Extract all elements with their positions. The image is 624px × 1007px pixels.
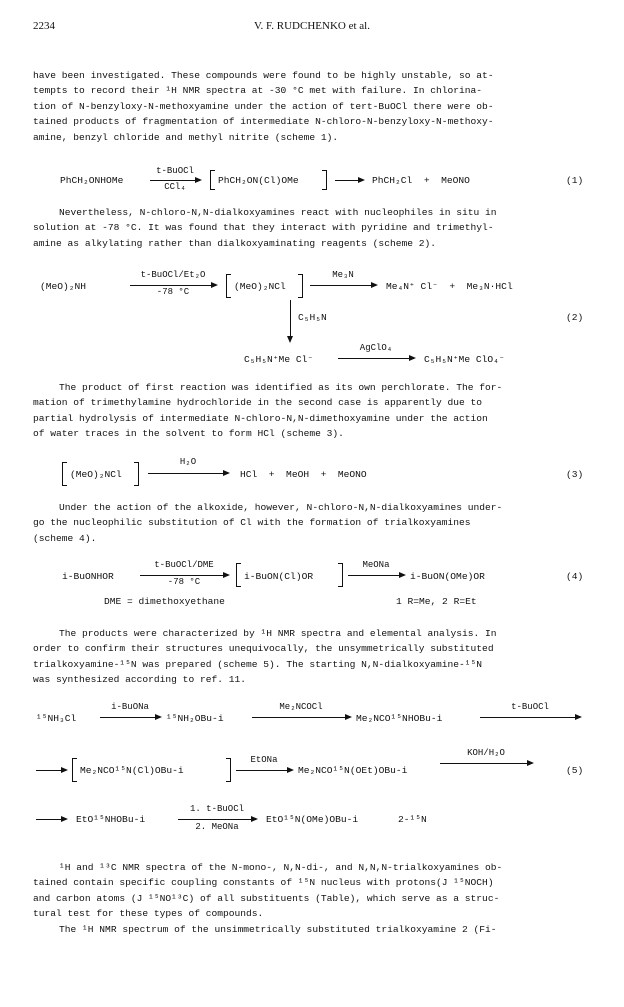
text-line: Under the action of the alkoxide, however, N-chloro-N,N-dialkoxyamines under- (59, 502, 503, 513)
intermediate: PhCH₂ON(Cl)OMe (218, 175, 299, 186)
reaction-arrow (178, 806, 256, 830)
reaction-arrow (335, 169, 363, 189)
intermediate: Me₂NCO¹⁵N(OEt)OBu-i (298, 765, 408, 776)
text-line: tural test for these types of compounds. (33, 908, 264, 920)
product: C₅H₅N⁺Me Cl⁻ (244, 354, 314, 365)
product: i-BuON(OMe)OR (410, 571, 485, 582)
arrow-label: t-BuOCl/Et₂O (140, 270, 206, 280)
running-title: V. F. RUDCHENKO et al. (254, 20, 370, 32)
reactant: ¹⁵NH₃Cl (36, 713, 77, 724)
down-arrow (290, 300, 291, 338)
text-line: The products were characterized by ¹H NMR spectra and elemental analysis. In (59, 628, 497, 639)
reaction-arrow (236, 757, 292, 781)
arrow-label: KOH/H₂O (467, 748, 505, 758)
text-line: (scheme 4). (33, 532, 97, 544)
reaction-arrow (252, 704, 350, 728)
compound-label: 2-¹⁵N (398, 814, 427, 825)
text-line: ¹H and ¹³C NMR spectra of the N-mono-, N,N-di-, and N,N,N-trialkoxyamines ob- (59, 862, 503, 873)
text-line: solution at -78 °C. It was found that they interact with pyridine and trimethyl- (33, 222, 494, 234)
arrow-label: C₅H₅N (298, 312, 327, 323)
reactant: i-BuONHOR (62, 571, 114, 582)
text-line: of water traces in the solvent to form HCl (scheme 3). (33, 428, 344, 440)
products: PhCH₂Cl + MeONO (372, 175, 470, 186)
arrow-label: t-BuOCl (156, 166, 194, 176)
reaction-arrow (148, 459, 228, 483)
arrow-label: t-BuOCl (511, 702, 549, 712)
arrow-label: AgClO₄ (359, 343, 393, 353)
page-header (0, 20, 624, 36)
scheme-number: (5) (566, 765, 584, 776)
paragraph-4 (33, 500, 593, 546)
paragraph-3 (33, 380, 593, 442)
reaction-arrow (440, 750, 532, 774)
reaction-arrow (480, 704, 580, 728)
intermediate: EtO¹⁵NHOBu-i (76, 814, 146, 825)
intermediate: Me₂NCO¹⁵NHOBu-i (356, 713, 443, 724)
text-line: tempts to record their ¹H NMR spectra at -30 °C met with failure. In chlorina- (33, 85, 483, 97)
reaction-arrow (130, 272, 216, 296)
text-line: The ¹H NMR spectrum of the unsimmetrically substituted trialkoxyamine 2 (Fi- (59, 923, 497, 935)
arrow-label: H₂O (179, 457, 197, 467)
reaction-arrow (348, 562, 404, 586)
arrow-label: EtONa (250, 755, 278, 765)
reaction-arrow (100, 704, 160, 728)
text-line: amine as alkylating rather than dialkoxyaminating reagents (scheme 2). (33, 237, 437, 249)
compound-legend: 1 R=Me, 2 R=Et (396, 596, 477, 607)
intermediate: i-BuON(Cl)OR (244, 571, 314, 582)
intermediate: Me₂NCO¹⁵N(Cl)OBu-i (80, 765, 184, 776)
products: HCl + MeOH + MeONO (240, 469, 367, 480)
text-line: order to confirm their structures unequivocally, the unsymmetrically substituted (33, 643, 494, 655)
arrow-label: 1. t-BuOCl (189, 804, 244, 814)
intermediate: ¹⁵NH₂OBu-i (166, 713, 224, 724)
paragraph-2 (33, 205, 593, 251)
paragraph-1 (33, 68, 593, 145)
text-line: partial hydrolysis of intermediate N-chloro-N,N-dimethoxyamine under the action (33, 412, 488, 424)
product: EtO¹⁵N(OMe)OBu-i (266, 814, 359, 825)
reaction-arrow (338, 345, 414, 369)
scheme-number: (1) (566, 175, 584, 186)
reactant: (MeO)₂NH (40, 281, 87, 292)
arrow-label: t-BuOCl/DME (154, 560, 214, 570)
text-line: go the nucleophilic substitution of Cl with the formation of trialkoxyamines (33, 517, 471, 529)
text-line: tained contain specific coupling constants of ¹⁵N nucleus with protons(J ¹⁵NOCH) (33, 877, 494, 889)
text-line: mation of trimethylamine hydrochloride in the second case is apparently due to (33, 397, 483, 409)
arrow-label: i-BuONa (111, 702, 149, 712)
reaction-arrow (140, 562, 228, 586)
text-line: was synthesized according to ref. 11. (33, 674, 247, 686)
arrow-label: Me₃N (332, 270, 354, 280)
arrow-label: CCl₄ (164, 182, 186, 192)
text-line: have been investigated. These compounds were found to be highly unstable, so at- (33, 70, 494, 81)
text-line: tained products of fragmentation of intermediate N-chloro-N-benzyloxy-N-methoxy- (33, 116, 494, 128)
abbreviation-note: DME = dimethoxyethane (104, 596, 225, 607)
text-line: Nevertheless, N-chloro-N,N-dialkoxyamines react with nucleophiles in situ in (59, 207, 497, 218)
page-number: 2234 (33, 20, 55, 32)
arrow-label: 2. MeONa (195, 822, 239, 832)
reactant: PhCH₂ONHOMe (60, 175, 124, 186)
scheme-number: (4) (566, 571, 584, 582)
text-line: amine, benzyl chloride and methyl nitrite (scheme 1). (33, 131, 339, 143)
scheme-number: (2) (566, 312, 584, 323)
text-line: tion of N-benzyloxy-N-methoxyamine under the action of tert-BuOCl there were ob- (33, 100, 494, 112)
arrow-label: -78 °C (167, 577, 201, 587)
paragraph-5 (33, 626, 593, 688)
arrow-label: -78 °C (156, 287, 190, 297)
reaction-arrow (310, 272, 376, 296)
arrow-label: MeONa (362, 560, 390, 570)
text-line: and carbon atoms (J ¹⁵NO¹³C) of all substituents (Table), which serve as a struc- (33, 892, 500, 904)
arrow-label: Me₂NCOCl (279, 702, 323, 712)
intermediate: (MeO)₂NCl (70, 469, 122, 480)
down-arrow-head (287, 336, 293, 343)
paragraph-6 (33, 860, 593, 937)
products: Me₄N⁺ Cl⁻ + Me₃N·HCl (386, 281, 513, 292)
reaction-arrow (36, 757, 66, 781)
scheme-number: (3) (566, 469, 584, 480)
product: C₅H₅N⁺Me ClO₄⁻ (424, 354, 505, 365)
text-line: The product of first reaction was identified as its own perchlorate. The for- (59, 382, 503, 393)
text-line: trialkoxyamine-¹⁵N was prepared (scheme 5). The starting N,N-dialkoxyamine-¹⁵N (33, 658, 483, 670)
intermediate: (MeO)₂NCl (234, 281, 286, 292)
reaction-arrow (36, 806, 66, 830)
reaction-arrow (150, 166, 200, 192)
